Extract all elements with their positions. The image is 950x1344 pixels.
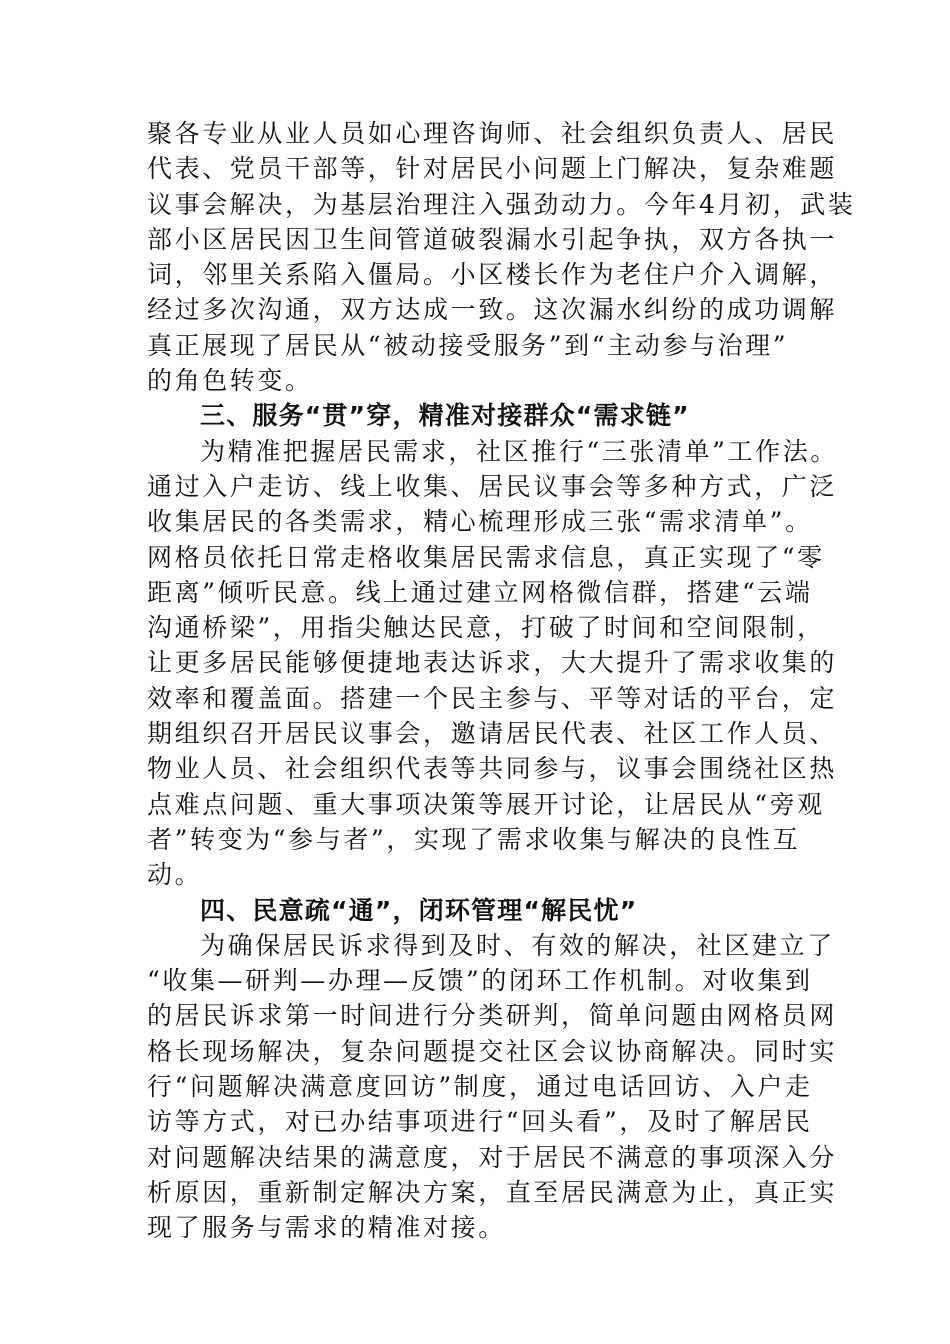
paragraph-line: 物业人员、社会组织代表等共同参与，议事会围绕社区热 [147, 754, 838, 784]
section-heading: 三、服务“贯”穿，精准对接群众“需求链” [200, 401, 690, 431]
paragraph-line: 期组织召开居民议事会，邀请居民代表、社区工作人员、 [147, 719, 838, 749]
paragraph-line: 通过入户走访、线上收集、居民议事会等多种方式，广泛 [147, 471, 838, 501]
paragraph-line: 的居民诉求第一时间进行分类研判，简单问题由网格员网 [147, 1001, 838, 1031]
paragraph-line: 效率和覆盖面。搭建一个民主参与、平等对话的平台，定 [147, 683, 838, 713]
paragraph-line: 经过多次沟通，双方达成一致。这次漏水纠纷的成功调解 [147, 295, 838, 325]
paragraph-line: 议事会解决，为基层治理注入强劲动力。今年4月初，武装 [147, 189, 856, 219]
paragraph-line: 聚各专业从业人员如心理咨询师、社会组织负责人、居民 [147, 119, 838, 148]
paragraph-line: 让更多居民能够便捷地表达诉求，大大提升了需求收集的 [147, 648, 838, 678]
paragraph-line: 格长现场解决，复杂问题提交社区会议协商解决。同时实 [147, 1036, 838, 1066]
paragraph-line: 距离”倾听民意。线上通过建立网格微信群，搭建“云端 [147, 577, 813, 607]
paragraph-line: 收集居民的各类需求，精心梳理形成三张“需求清单”。 [147, 507, 813, 537]
paragraph-line: 对问题解决结果的满意度，对于居民不满意的事项深入分 [147, 1142, 838, 1172]
paragraph-line: 动。 [147, 860, 203, 890]
paragraph-line: 的角色转变。 [147, 366, 313, 396]
paragraph-line: 为确保居民诉求得到及时、有效的解决，社区建立了 [200, 930, 835, 960]
paragraph-line: 行“问题解决满意度回访”制度，通过电话回访、入户走 [147, 1072, 813, 1102]
paragraph-line: 网格员依托日常走格收集居民需求信息，真正实现了“零 [147, 542, 825, 572]
paragraph-line: 真正展现了居民从“被动接受服务”到“主动参与治理” [147, 330, 789, 360]
paragraph-line: 点难点问题、重大事项决策等展开讨论，让居民从“旁观 [147, 789, 825, 819]
paragraph-line: 析原因，重新制定解决方案，直至居民满意为止，真正实 [147, 1177, 838, 1207]
paragraph-line: 沟通桥梁”，用指尖触达民意，打破了时间和空间限制， [147, 613, 825, 643]
paragraph-line: 词，邻里关系陷入僵局。小区楼长作为老住户介入调解， [147, 260, 838, 290]
paragraph-line: “收集—研判—办理—反馈”的闭环工作机制。对收集到 [147, 966, 813, 996]
paragraph-line: 者”转变为“参与者”，实现了需求收集与解决的良性互 [147, 824, 801, 854]
paragraph-line: 部小区居民因卫生间管道破裂漏水引起争执，双方各执一 [147, 224, 838, 254]
paragraph-line: 为精准把握居民需求，社区推行“三张清单”工作法。 [200, 436, 838, 466]
paragraph-line: 现了服务与需求的精准对接。 [147, 1213, 506, 1243]
section-heading: 四、民意疏“通”，闭环管理“解民忧” [200, 895, 638, 925]
paragraph-line: 代表、党员干部等，针对居民小问题上门解决，复杂难题 [147, 154, 838, 184]
document-body [147, 116, 856, 1246]
paragraph-line: 访等方式，对已办结事项进行“回头看”，及时了解居民 [147, 1107, 813, 1137]
